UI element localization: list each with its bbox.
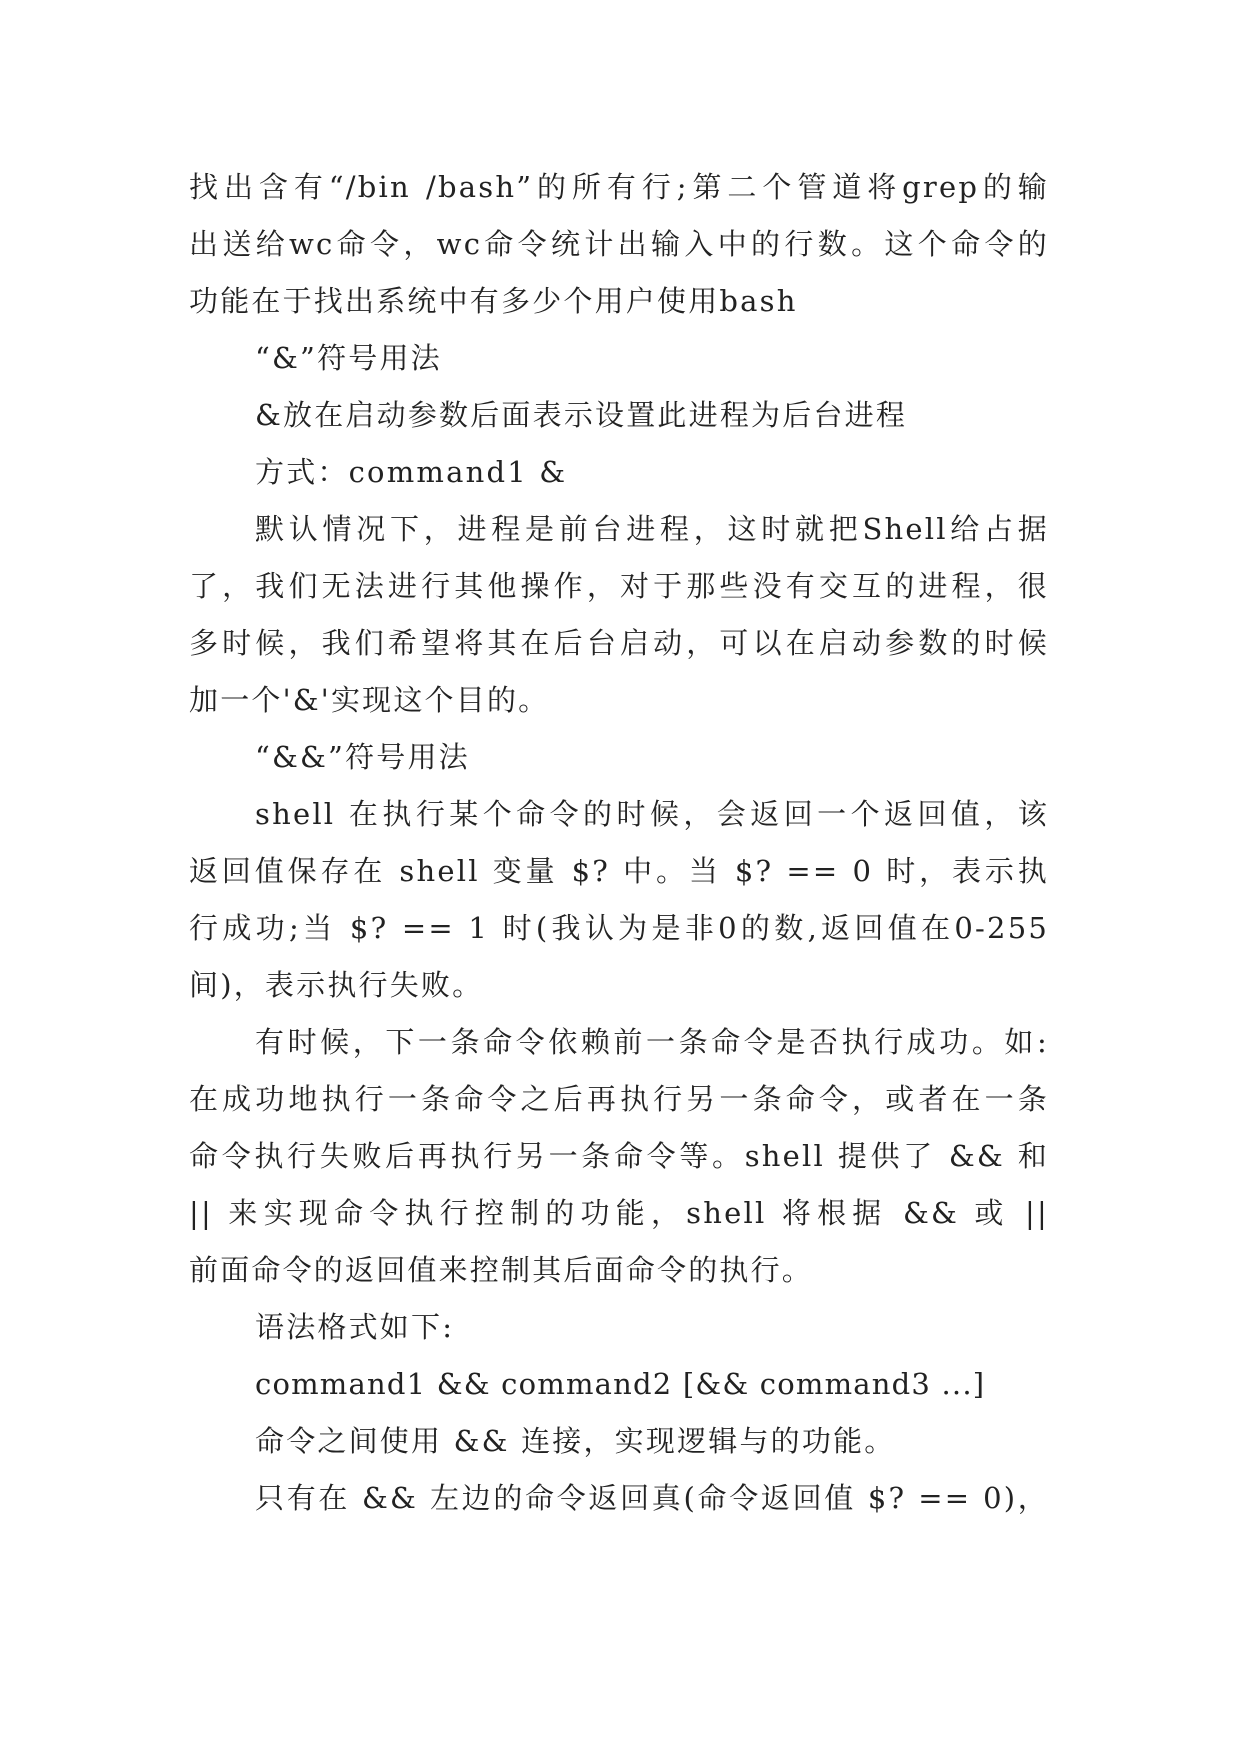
text-line-6: 方式：command1 & bbox=[255, 455, 568, 489]
text-line-20: 前面命令的返回值来控制其后面命令的执行。 bbox=[189, 1253, 814, 1287]
text-line-19: || 来实现命令执行控制的功能，shell 将根据 && 或 || bbox=[189, 1196, 1049, 1230]
section-heading-ampersand: “&”符号用法 bbox=[255, 341, 442, 375]
text-line-3: 功能在于找出系统中有多少个用户使用bash bbox=[189, 284, 798, 318]
text-line-23: 命令之间使用 && 连接，实现逻辑与的功能。 bbox=[255, 1424, 896, 1458]
text-line-7: 默认情况下，进程是前台进程，这时就把Shell给占据 bbox=[255, 512, 1049, 546]
text-line-21: 语法格式如下: bbox=[255, 1310, 455, 1344]
text-line-9: 多时候，我们希望将其在后台启动，可以在启动参数的时候 bbox=[189, 626, 1049, 660]
text-line-12: shell 在执行某个命令的时候，会返回一个返回值，该 bbox=[255, 797, 1049, 831]
text-line-16: 有时候，下一条命令依赖前一条命令是否执行成功。如: bbox=[255, 1025, 1049, 1059]
text-line-8: 了，我们无法进行其他操作，对于那些没有交互的进程，很 bbox=[189, 569, 1049, 603]
syntax-example: command1 && command2 [&& command3 ...] bbox=[255, 1367, 986, 1401]
text-line-13: 返回值保存在 shell 变量 $? 中。当 $? == 0 时，表示执 bbox=[189, 854, 1049, 888]
text-line-5: &放在启动参数后面表示设置此进程为后台进程 bbox=[255, 398, 908, 432]
text-line-17: 在成功地执行一条命令之后再执行另一条命令，或者在一条 bbox=[189, 1082, 1049, 1116]
text-line-18: 命令执行失败后再执行另一条命令等。shell 提供了 && 和 bbox=[189, 1139, 1049, 1173]
text-line-14: 行成功;当 $? == 1 时(我认为是非0的数,返回值在0-255 bbox=[189, 911, 1049, 945]
text-line-1: 找出含有“/bin /bash”的所有行;第二个管道将grep的输 bbox=[189, 170, 1049, 204]
text-line-24: 只有在 && 左边的命令返回真(命令返回值 $? == 0)， bbox=[255, 1481, 1049, 1515]
text-line-2: 出送给wc命令，wc命令统计出输入中的行数。这个命令的 bbox=[189, 227, 1049, 261]
section-heading-double-ampersand: “&&”符号用法 bbox=[255, 740, 470, 774]
text-line-15: 间)，表示执行失败。 bbox=[189, 968, 484, 1002]
text-line-10: 加一个'&'实现这个目的。 bbox=[189, 683, 550, 717]
